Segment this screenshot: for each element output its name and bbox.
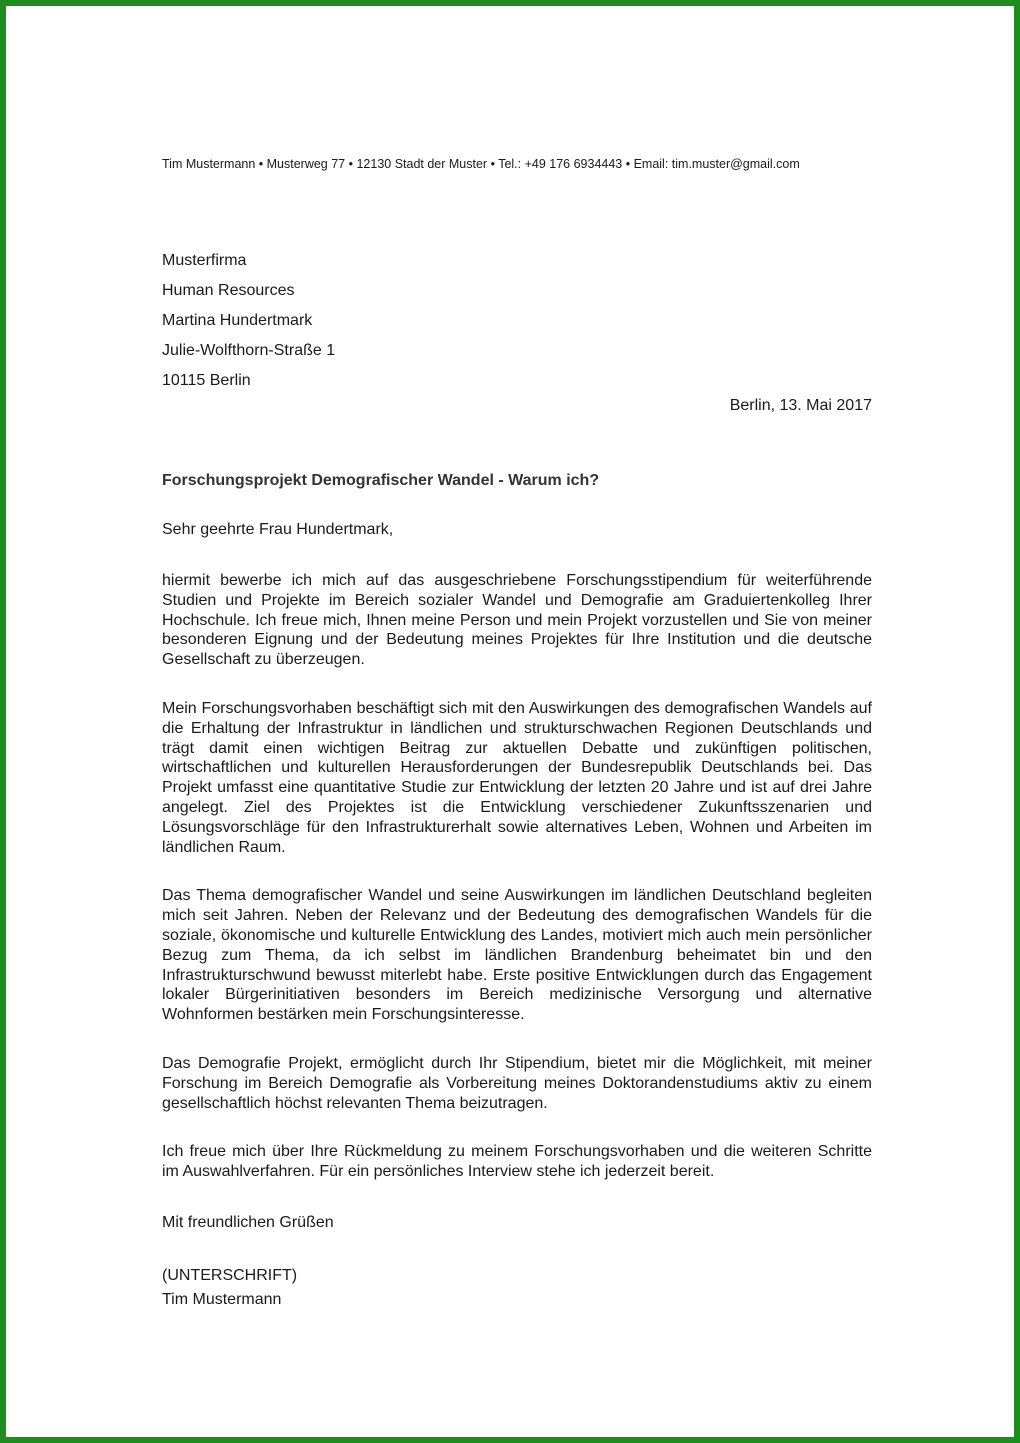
signer-name: Tim Mustermann [162,1291,282,1308]
signature-placeholder: (UNTERSCHRIFT) [162,1267,298,1284]
letter-date: Berlin, 13. Mai 2017 [729,397,872,414]
recipient-address-block [162,246,335,396]
body-paragraph: Ich freue mich über Ihre Rückmeldung zu meinem Forschungsvorhaben und die weiteren Schritte im Auswahlverfahren. Für ein persönliches Interview stehe ich jederzeit bereit. [162,1143,872,1181]
letter-subject: Forschungsprojekt Demografischer Wandel - Warum ich? [162,472,600,489]
letter-closing: Mit freundlichen Grüßen [162,1214,334,1231]
body-paragraph: Das Thema demografischer Wandel und seine Auswirkungen im ländlichen Deutschland begleiten mich seit Jahren. Neben der Relevanz und der Bedeutung des demografischen Wandels für die soziale, ökonomische und kulturelle Entwicklung des Landes, motiviert mich auch mein persönlicher Bezug zum Thema, da ich selbst im ländlichen Brandenburg beheimatet bin und den Infrastrukturschwund bewusst miterlebt habe. Erste positive Entwicklungen durch das Engagement lokaler Bürgerinitiativen besonders im Bereich medizinische Versorgung und alternative Wohnformen bestärken mein Forschungsinteresse. [162,887,872,1024]
recipient-street: Julie-Wolfthorn-Straße 1 [162,342,336,359]
recipient-company: Musterfirma [162,252,247,269]
body-paragraph: Mein Forschungsvorhaben beschäftigt sich mit den Auswirkungen des demografischen Wandels auf die Erhaltung der Infrastruktur in ländlichen und strukturschwachen Regionen Deutschlands und trägt damit einen wichtigen Beitrag zur aktuellen Debatte und zukünftigen politischen, wirtschaftlichen und kulturellen Herausforderungen der Bundesrepublik Deutschlands bei. Das Projekt umfasst eine quantitative Studie zur Entwicklung der letzten 20 Jahre und ist auf drei Jahre angelegt. Ziel des Projektes ist die Entwicklung verschiedener Zukunftsszenarien und Lösungsvorschläge für den Infrastrukturerhalt sowie alternatives Leben, Wohnen und Arbeiten im ländlichen Raum. [162,699,872,856]
sender-address-line: Tim Mustermann • Musterweg 77 • 12130 Stadt der Muster • Tel.: +49 176 6934443 • Email: tim.muster@gmail.com [162,157,800,171]
letter-salutation: Sehr geehrte Frau Hundertmark, [162,521,394,538]
letter-body [162,571,872,1211]
signature-block [162,1264,297,1312]
recipient-name: Martina Hundertmark [162,312,313,329]
recipient-department: Human Resources [162,282,295,299]
body-paragraph: hiermit bewerbe ich mich auf das ausgeschriebene Forschungsstipendium für weiterführende Studien und Projekte im Bereich sozialer Wandel und Demografie am Graduiertenkolleg Ihrer Hochschule. Ich freue mich, Ihnen meine Person und mein Projekt vorzustellen und Sie von meiner besonderen Eignung und der Bedeutung meines Projektes für Ihre Institution und die deutsche Gesellschaft zu überzeugen. [162,572,872,669]
recipient-city: 10115 Berlin [162,372,251,389]
body-paragraph: Das Demografie Projekt, ermöglicht durch Ihr Stipendium, bietet mir die Möglichkeit, mit meiner Forschung im Bereich Demografie als Vorbereitung meines Doktorandenstudiums aktiv zu einem gesellschaftlich höchst relevanten Thema beizutragen. [162,1054,872,1112]
